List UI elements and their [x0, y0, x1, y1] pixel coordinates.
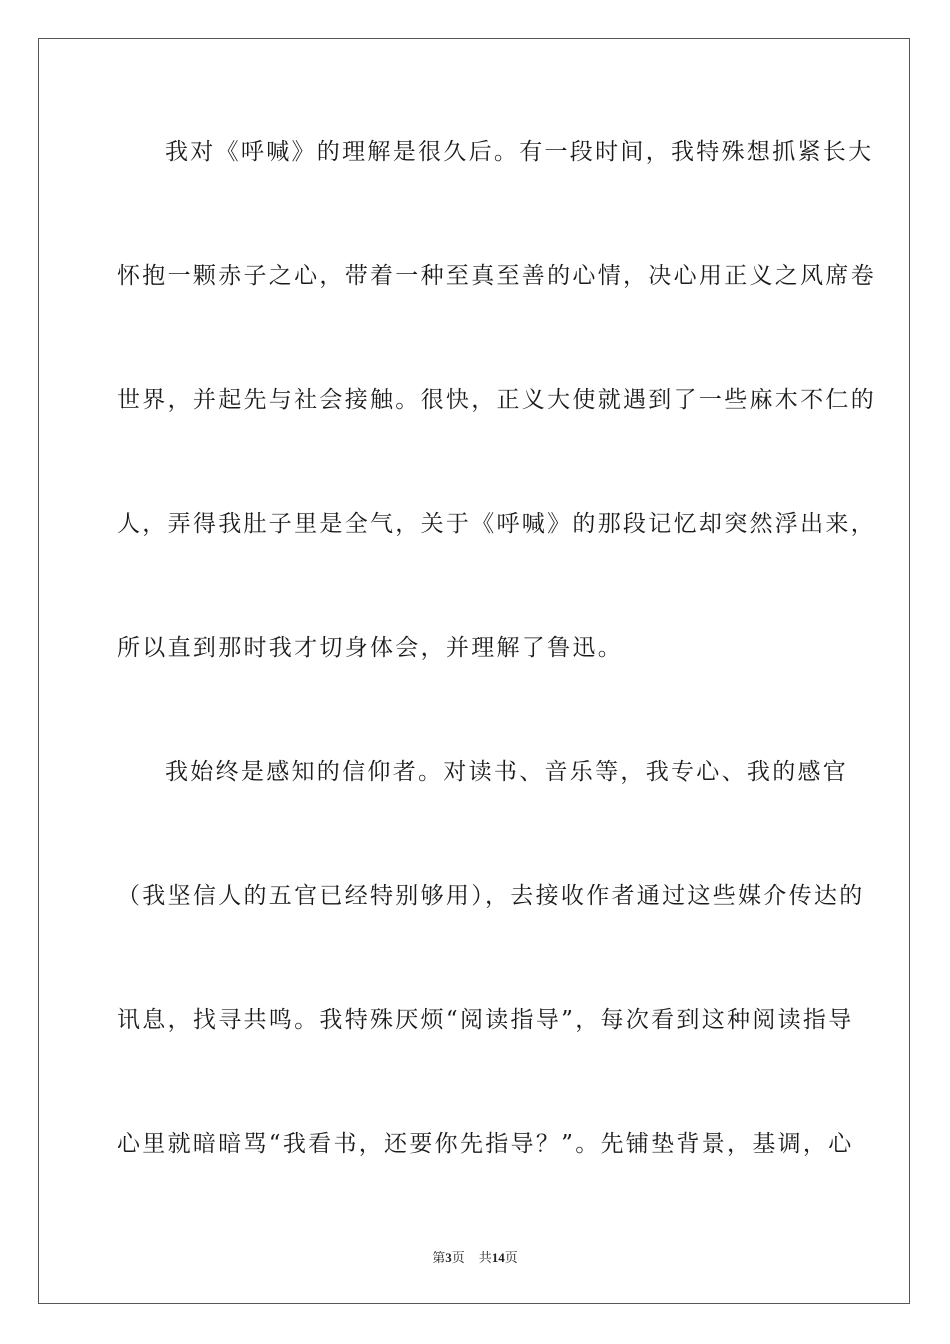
text-line: 我始终是感知的信仰者。对读书、音乐等，我专心、我的感官	[165, 759, 849, 785]
total-suffix: 页	[504, 1251, 518, 1266]
text-line: （我坚信人的五官已经特别够用），去接收作者通过这些媒介传达的	[117, 883, 865, 909]
total-prefix: 共	[478, 1251, 492, 1266]
text-line: 讯息，找寻共鸣。我特殊厌烦“阅读指导”，每次看到这种阅读指导	[117, 1007, 854, 1033]
page-prefix: 第	[432, 1251, 446, 1266]
text-line: 所以直到那时我才切身体会，并理解了鲁迅。	[117, 635, 623, 661]
page-footer	[0, 1247, 950, 1266]
page-number: 3	[445, 1250, 452, 1265]
page-suffix: 页	[451, 1251, 465, 1266]
text-line: 我对《呼喊》的理解是很久后。有一段时间，我特殊想抓紧长大	[165, 139, 874, 165]
text-line: 人，弄得我肚子里是全气，关于《呼喊》的那段记忆却突然浮出来，	[117, 511, 876, 537]
text-line: 怀抱一颗赤子之心，带着一种至真至善的心情，决心用正义之风席卷	[117, 263, 876, 289]
text-line: 世界，并起先与社会接触。很快，正义大使就遇到了一些麻木不仁的	[117, 387, 876, 413]
total-pages: 14	[491, 1250, 505, 1265]
text-line: 心里就暗暗骂“我看书，还要你先指导？”。先铺垫背景，基调，心	[117, 1131, 854, 1157]
page-border	[38, 38, 910, 1304]
